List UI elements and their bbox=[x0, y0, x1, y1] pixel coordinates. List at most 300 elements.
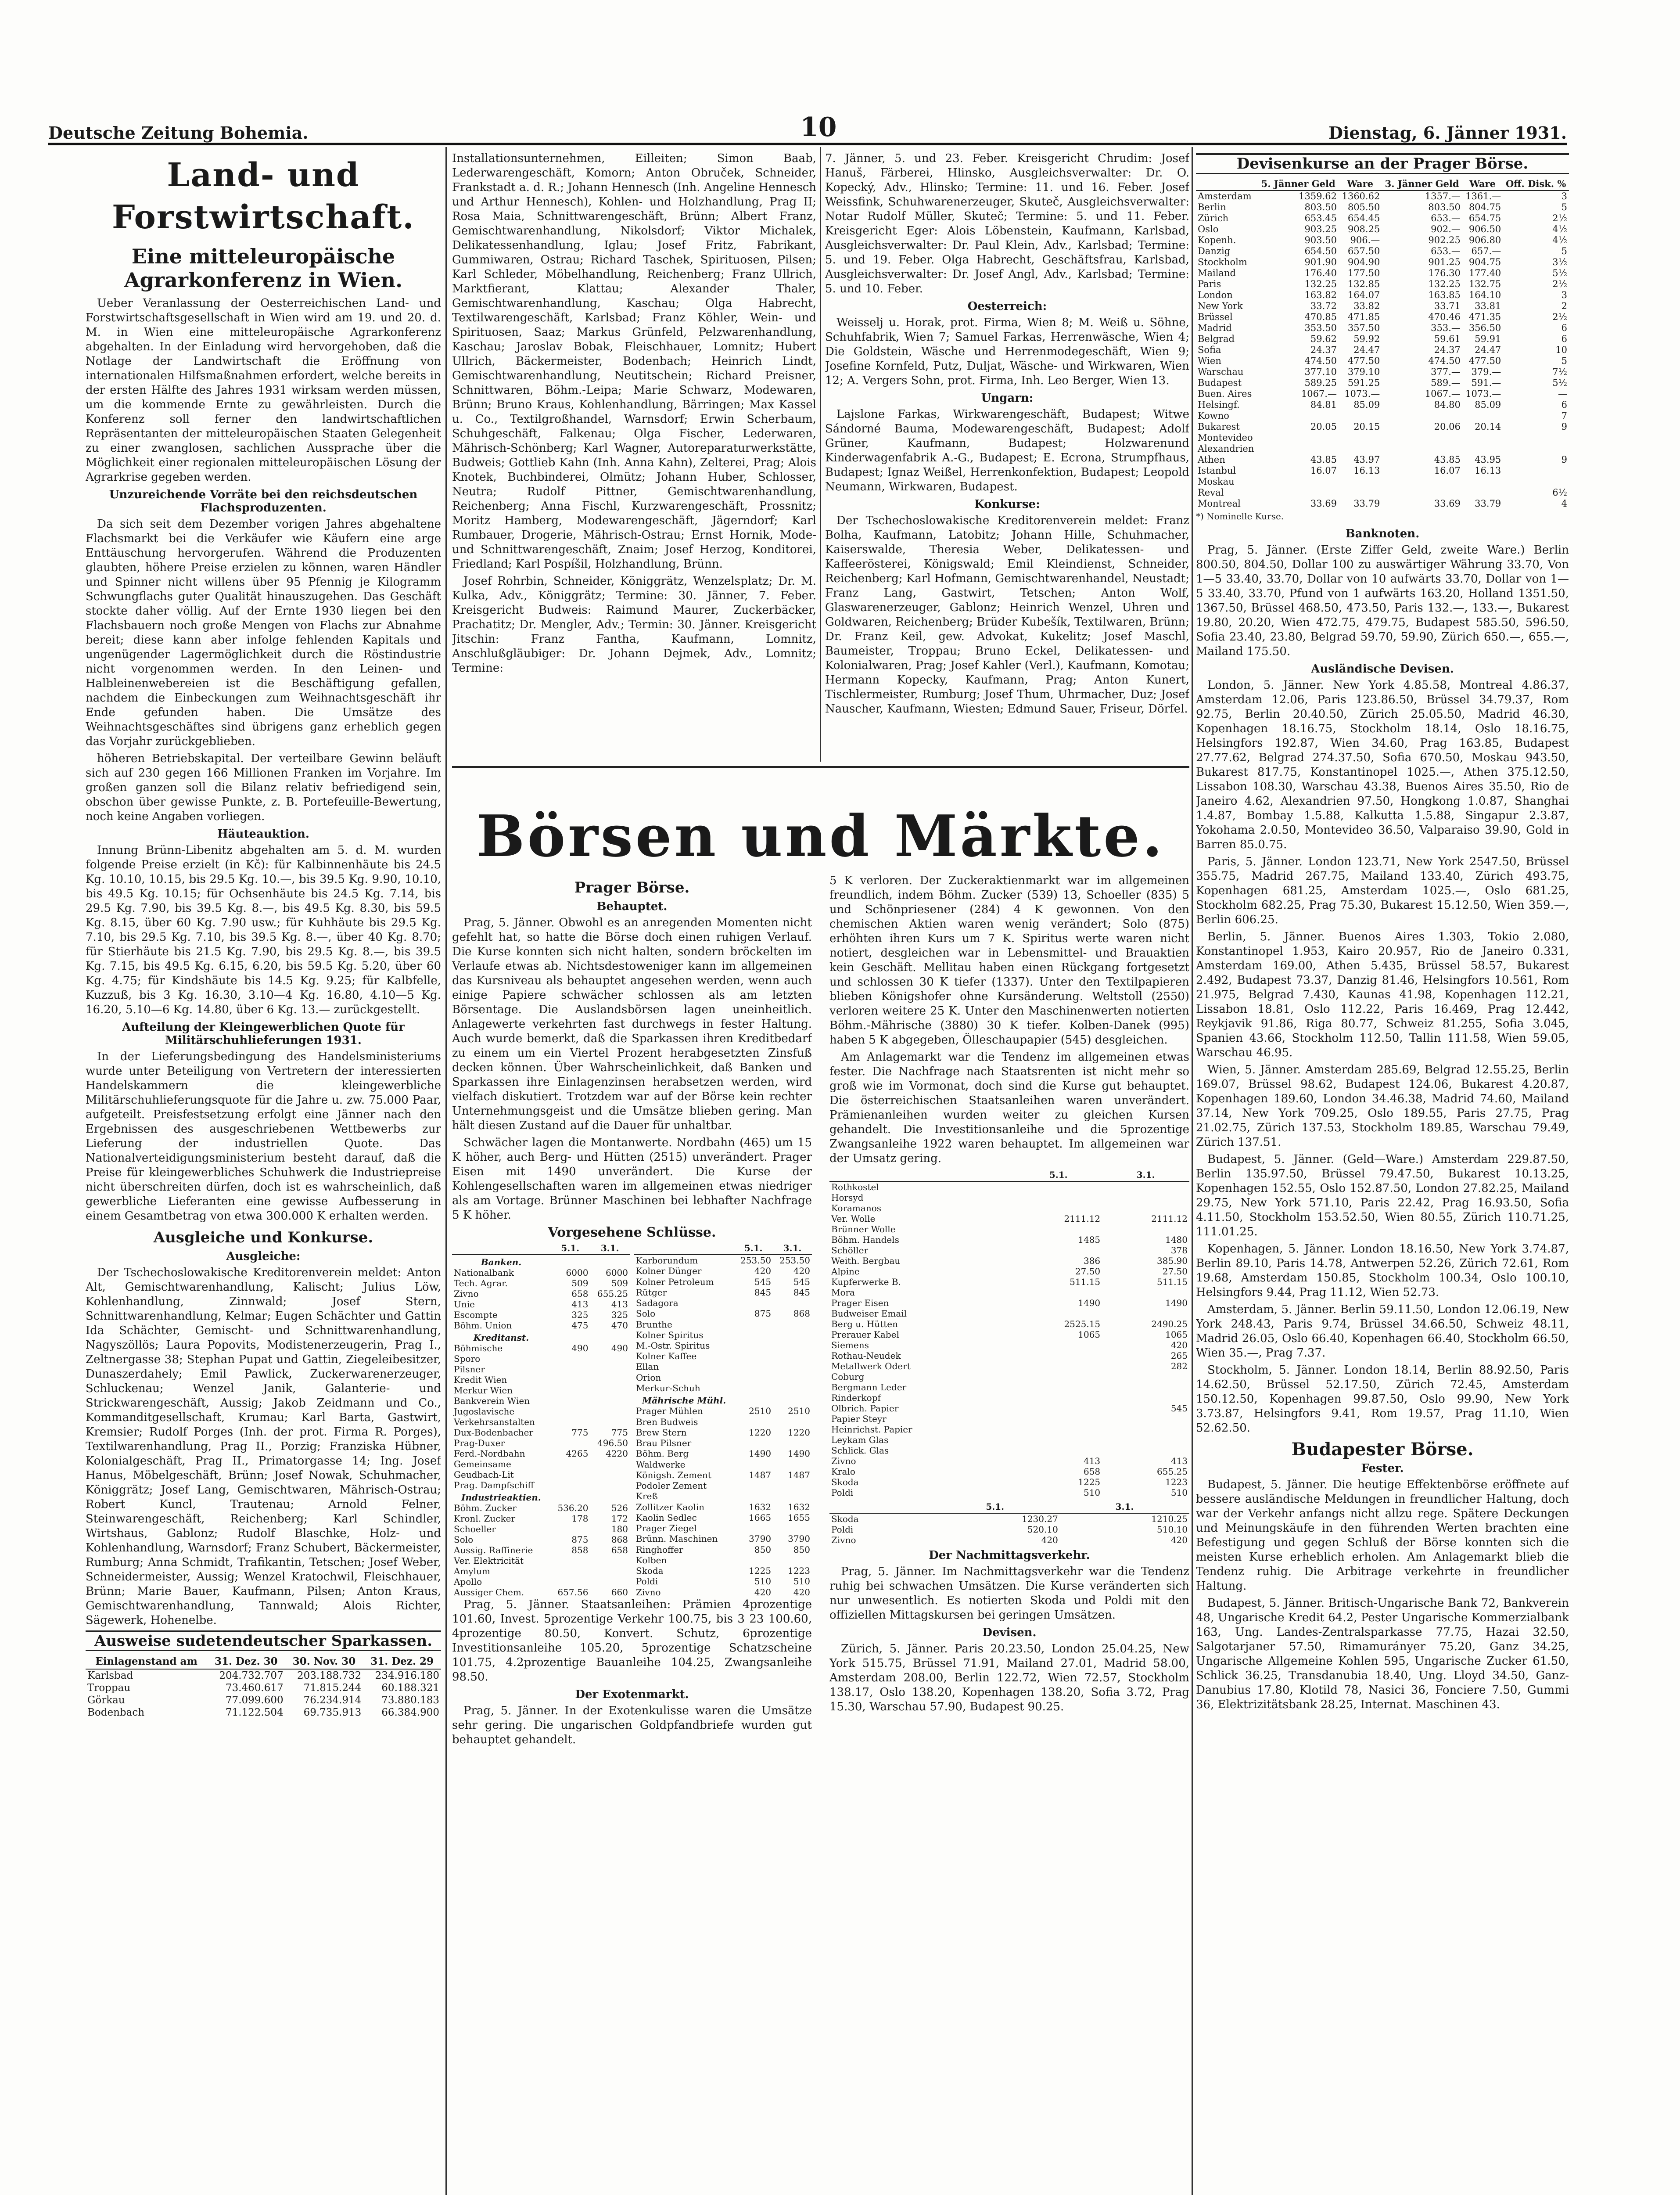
table-row bbox=[1196, 290, 1569, 301]
table-row bbox=[1196, 378, 1569, 389]
table-row bbox=[1196, 454, 1569, 465]
table-cell: Prerauer Kabel bbox=[831, 1329, 899, 1340]
article-paragraph: Weisselj u. Horak, prot. Firma, Wien 8; M. Weiß u. Söhne, Schuhfabrik, Wien 7; Samuel Farkas, Herrenwäsche, Wien 4; Die Goldstein, Wäsche und Herrenmodegeschäft, Wien 9; Josefine Kornfeld, Putz, Duljat, Wäsche- und Wirkwaren, Wien 12; A. Vergers Sohn, prot. Firma, Inh. Leo Berger, Wien 13. bbox=[825, 316, 1189, 387]
table-row bbox=[634, 1587, 812, 1598]
table-cell: 510 bbox=[754, 1576, 772, 1587]
table-cell: 27.50 bbox=[1075, 1266, 1101, 1277]
table-cell: 474.50 bbox=[1428, 356, 1461, 366]
table-row bbox=[1196, 279, 1569, 290]
table-cell: Danzig bbox=[1198, 246, 1231, 256]
table-cell: Verkehrsanstalten bbox=[454, 1417, 535, 1427]
table-cell bbox=[773, 1459, 812, 1470]
table-cell bbox=[550, 1459, 590, 1469]
table-row bbox=[829, 1456, 1189, 1466]
table-cell: Moskau bbox=[1198, 476, 1235, 487]
table-cell: Ellan bbox=[636, 1361, 659, 1372]
table-cell: 868 bbox=[611, 1534, 628, 1545]
table-cell: Schöller bbox=[831, 1245, 869, 1256]
table-row bbox=[829, 1445, 1189, 1456]
table-cell: Bukarest bbox=[1198, 421, 1240, 432]
table-cell: 875 bbox=[754, 1308, 772, 1319]
table-cell bbox=[1015, 1340, 1102, 1350]
table-cell: 84.81 bbox=[1310, 399, 1337, 410]
article-paragraph: Installationsunternehmen, Eilleiten; Simon Baab, Lederwarengeschäft, Komorn; Anton Obruček, Schneider, Frankstadt a. d. R.; Johann Hennesch (Inh. Angeline Hennesch und Arthur Hennesch), Kohlen- und Holzhandlung, Prag II; Rosa Maia, Schnittwarengeschäft, Brünn; Albert Franz, Gemischtwarenhandlung, Nikolsdorf; Viktor Michalek, Delikatessenhandlung, Iglau; Josef Fritz, Fabrikant, Gummiwaren, Ostrau; Richard Taschek, Spirituosen, Pilsen; Karl Schleder, Möbelhandlung, Reichenberg; Franz Ullrich, Marktfierant, Klattau; Alexander Thaler, Gemischtwarenhandlung, Kaschau; Olga Habrecht, Textilwarengeschäft, Karlsbad; Franz Köhler, Wein- und Spirituosen, Saaz; Markus Grünfeld, Pelzwarenhandlung, Kaschau; Jaroslav Bobak, Fleischhauer, Lomnitz; Hubert Ullrich, Bäckermeister, Bodenbach; Heinrich Lindt, Gemischtwarenhandlung, Neutitschein; Richard Preisner, Schnittwaren, Böhm.-Leipa; Marie Schwarz, Modewaren, Brünn; Bruno Kraus, Kohlenhandlung, Bärringen; Max Kassel u. Co., Textilgroßhandel, Warnsdorf; Erwin Scherbaum, Schuhgeschäft, Falkenau; Olga Fischer, Lederwaren, Mährisch-Schönberg; Karl Wagner, Autoreparaturwerkstätte, Budweis; Gottlieb Kahn (Inh. Anna Kahn), Zelterei, Prag; Alois Knotek, Buchbinderei, Olmütz; Johann Huber, Schlosser, Neutra; Rudolf Pittner, Gemischtwarenhandlung, Reichenberg; Anna Fischl, Kurzwarengeschäft, Prossnitz; Moritz Hamberg, Modewarengeschäft, Jägerndorf; Karl Rumbauer, Drogerie, Mährisch-Ostrau; Ernst Hornik, Mode- und Schnittwarengeschäft, Znaim; Josef Herzog, Konditorei, Friedland; Karl Pospíšil, Holzhandlung, Brünn. bbox=[452, 152, 816, 571]
table-cell: 33.72 bbox=[1310, 301, 1337, 311]
table-cell bbox=[550, 1469, 590, 1480]
column-insolvencies-b bbox=[825, 151, 1189, 762]
table-cell bbox=[1102, 1308, 1189, 1319]
table-cell: 660 bbox=[611, 1587, 628, 1598]
table-row bbox=[452, 1320, 630, 1331]
article-paragraph: 5 K verloren. Der Zuckeraktienmarkt war im allgemeinen freundlich, indem Böhm. Zucker (539) 13, Schoeller (835) 5 und Schönpriesener (284) 4 K gewonnen. Von den chemischen Aktien waren wenig verändert; Solo (875) erhöhten ihren Kurs um 7 K. Spiritus werte waren nicht notiert, desgleichen war in Lebensmittel- und Brauaktien kein Geschäft. Mellitau haben einen Rückgang fortgesetzt und schlossen 30 K tiefer (1337). Unter den Textilpapieren blieben Königshofer ohne Kursänderung. Weltstoll (2550) verloren weitere 25 K. Unter den Maschinenwerten notierten Böhm.-Mährische (3880) 30 K tiefer. Kolben-Danek (995) haben 5 K abgegeben, Ölleschaupapier (545) desgleichen. bbox=[829, 874, 1189, 1047]
table-row bbox=[829, 1403, 1189, 1414]
table-row bbox=[829, 1414, 1189, 1424]
table-header: 3.1. bbox=[590, 1242, 630, 1255]
table-row bbox=[452, 1555, 630, 1566]
table-cell: 1067.— bbox=[1301, 389, 1337, 399]
table-row bbox=[634, 1361, 812, 1372]
table-cell: 420 bbox=[754, 1266, 772, 1277]
table-header: Off. Disk. % bbox=[1503, 177, 1569, 191]
table-row bbox=[829, 1466, 1189, 1477]
table-cell: Rothau-Neudek bbox=[831, 1350, 901, 1361]
table-cell bbox=[1503, 476, 1569, 487]
table-row bbox=[452, 1396, 630, 1406]
table-row bbox=[1196, 389, 1569, 399]
market-column-right bbox=[829, 874, 1189, 2195]
table-cell: Bankverein Wien bbox=[454, 1396, 530, 1406]
table-cell bbox=[1015, 1287, 1102, 1298]
table-row bbox=[634, 1255, 812, 1266]
article-headline: Budapester Börse. bbox=[1291, 1439, 1474, 1460]
table-cell: Kronl. Zucker bbox=[454, 1513, 516, 1524]
table-cell: 413 bbox=[571, 1299, 589, 1310]
article-paragraph: Paris, 5. Jänner. London 123.71, New York 2547.50, Brüssel 355.75, Madrid 267.75, Mailand 133.40, Zürich 493.75, Kopenhagen 681.25, Amsterdam 1025.—, Oslo 681.25, Stockholm 682.25, Prag 75.30, Bukarest 15.12.50, Wien 359.—, Berlin 606.25. bbox=[1196, 855, 1569, 926]
table-header: 3.1. bbox=[1102, 1169, 1189, 1181]
table-row bbox=[452, 1524, 630, 1534]
table-cell: 509 bbox=[571, 1278, 589, 1288]
table-cell: Zivno bbox=[636, 1587, 661, 1598]
table-row bbox=[1196, 312, 1569, 323]
table-row bbox=[86, 1682, 441, 1694]
table-cell: Industrieaktien. bbox=[461, 1492, 541, 1503]
stock-table-a bbox=[452, 1242, 630, 1598]
table-cell: 265 bbox=[1170, 1350, 1188, 1361]
table-cell: 6000 bbox=[566, 1267, 589, 1278]
table-cell bbox=[550, 1396, 590, 1406]
table-cell: 2½ bbox=[1552, 213, 1567, 223]
table-cell: — bbox=[1558, 389, 1567, 399]
table-cell: 545 bbox=[1170, 1403, 1188, 1414]
table-row bbox=[452, 1310, 630, 1320]
table-cell: 654.75 bbox=[1468, 213, 1501, 223]
table-cell: 386 bbox=[1083, 1256, 1101, 1266]
table-cell: Belgrad bbox=[1198, 334, 1235, 344]
table-cell: 16.13 bbox=[1353, 465, 1380, 476]
table-cell: 6 bbox=[1561, 334, 1567, 344]
table-cell: 902.— bbox=[1431, 224, 1461, 234]
table-cell: Kolben bbox=[636, 1554, 667, 1565]
article-paragraph: Ueber Veranlassung der Oesterreichischen Land- und Forstwirtschaftsgesellschaft in Wien wird am 19. und 20. d. M. in Wien eine mitteleuropäische Agrarkonferenz abgehalten. In der Einladung wird hervorgehoben, daß die Notlage der Landwirtschaft die Eröffnung von internationalen Hilfsmaßnahmen erfordert, welche bereits in der ersten Hälfte des Jahres 1931 wirksam werden müssen, um die kommende Ernte zu gewährleisten. Durch die Konferenz soll ferner den landwirtschaftlichen Repräsentanten der mitteleuropäischen Staaten Gelegenheit zu einer zwanglosen, sachlichen Aussprache über die Möglichkeit einer regionalen mitteleuropäischen Lösung der Agrarkrise gegeben werden. bbox=[86, 297, 441, 484]
article-paragraph: 7. Jänner, 5. und 23. Feber. Kreisgericht Chrudim: Josef Hanuš, Färberei, Hlinsko, Ausgleichsverwalter: Dr. O. Kopecký, Adv., Hlinsko; Termine: 11. und 16. Feber. Josef Weissfink, Schuhwarenerzeuger, Skuteč, Ausgleichsverwalter: Notar Rudolf Müller, Skuteč; Termine: 5. und 11. Feber. Kreisgericht Eger: Alois Löbenstein, Kaufmann, Karlsbad, Ausgleichsverwalter: Dr. Paul Klein, Adv., Karlsbad; Termine: 5. und 19. Feber. Olga Habrecht, Geschäftsfrau, Karlsbad, Ausgleichsverwalter: Dr. Josef Angl, Adv., Karlsbad; Termine: 5. und 10. Feber. bbox=[825, 152, 1189, 295]
table-cell bbox=[1102, 1224, 1189, 1234]
table-row bbox=[452, 1267, 630, 1278]
table-cell: Zürich bbox=[1198, 213, 1229, 223]
table-cell: 43.97 bbox=[1353, 454, 1380, 465]
table-row bbox=[829, 1224, 1189, 1234]
table-cell bbox=[1258, 443, 1339, 454]
article-paragraph: Kopenhagen, 5. Jänner. London 18.16.50, New York 3.74.87, Berlin 89.10, Paris 14.78, Antwerpen 52.26, Zürich 72.61, Rom 19.68, Amsterdam 150.85, Stockholm 100.34, Oslo 100.10, Helsingfors 9.44, Prag 11.12, Wien 52.73. bbox=[1196, 1242, 1569, 1299]
table-cell: M.-Ostr. Spiritus bbox=[636, 1340, 710, 1351]
table-cell: Bodenbach bbox=[87, 1707, 145, 1718]
table-cell: 845 bbox=[793, 1287, 810, 1298]
table-cell bbox=[590, 1353, 630, 1364]
table-row bbox=[634, 1523, 812, 1533]
table-cell: 1485 bbox=[1078, 1234, 1101, 1245]
table-row bbox=[452, 1353, 630, 1364]
table-header: 5. Jänner Geld bbox=[1258, 177, 1339, 191]
table-cell: 420 bbox=[754, 1587, 772, 1598]
subheading: Der Nachmittagsverkehr. bbox=[929, 1549, 1090, 1562]
table-row bbox=[452, 1343, 630, 1353]
table-cell: Alexandrien bbox=[1198, 443, 1254, 454]
table-cell bbox=[550, 1524, 590, 1534]
table-cell bbox=[773, 1480, 812, 1491]
table-cell: Ver. Elektricität bbox=[454, 1555, 524, 1566]
table-cell: Berlin bbox=[1198, 202, 1226, 212]
savings-bank-table bbox=[86, 1655, 441, 1719]
table-cell: 357.50 bbox=[1347, 323, 1380, 333]
table-row bbox=[452, 1375, 630, 1385]
table-cell: 176.30 bbox=[1428, 268, 1461, 278]
table-row bbox=[452, 1448, 630, 1459]
table-cell: 420 bbox=[1041, 1535, 1058, 1545]
article-paragraph: Berlin, 5. Jänner. Buenos Aires 1.303, Tokio 2.080, Konstantinopel 1.953, Kairo 20.957, Rio de Janeiro 0.331, Amsterdam 169.00, Athen 5.435, Brüssel 58.57, Bukarest 2.492, Budapest 73.37, Danzig 81.46, Helsingfors 10.561, Rom 21.975, Belgrad 7.430, Kaunas 41.98, Kopenhagen 112.21, Lissabon 18.81, Oslo 112.22, Paris 16.469, Prag 12.442, Reykjavik 91.86, Riga 80.77, Schweiz 81.255, Sofia 3.045, Spanien 43.66, Stockholm 112.50, Tallin 111.58, Wien 59.05, Warschau 46.95. bbox=[1196, 930, 1569, 1059]
table-cell: 4220 bbox=[606, 1448, 628, 1459]
table-cell: 1065 bbox=[1165, 1329, 1188, 1340]
table-cell: 33.79 bbox=[1475, 498, 1501, 509]
table-cell: 5 bbox=[1561, 202, 1567, 212]
table-row bbox=[829, 1256, 1189, 1266]
table-header: 3.1. bbox=[773, 1242, 812, 1255]
table-cell: 1480 bbox=[1165, 1234, 1188, 1245]
table-cell bbox=[1382, 476, 1462, 487]
table-cell: 76.234.914 bbox=[303, 1695, 362, 1706]
table-cell: 33.71 bbox=[1434, 301, 1461, 311]
table-cell: 6000 bbox=[606, 1267, 628, 1278]
table-cell: 33.69 bbox=[1434, 498, 1461, 509]
table-row bbox=[829, 1513, 1189, 1524]
table-cell: 1487 bbox=[749, 1469, 772, 1480]
table-cell: Poldi bbox=[636, 1576, 658, 1587]
table-row bbox=[1196, 334, 1569, 345]
table-cell: 4 bbox=[1561, 498, 1567, 509]
table-cell: Weith. Bergbau bbox=[831, 1256, 901, 1266]
table-cell: 24.47 bbox=[1475, 345, 1501, 355]
table-cell: 379.10 bbox=[1347, 367, 1380, 377]
table-cell bbox=[734, 1523, 773, 1533]
table-header: 3. Jänner Geld bbox=[1382, 177, 1462, 191]
table-cell: 655.25 bbox=[1157, 1466, 1188, 1477]
table-cell: 906.50 bbox=[1468, 224, 1501, 234]
table-cell: 1220 bbox=[788, 1427, 810, 1438]
table-cell: 1490 bbox=[788, 1448, 810, 1459]
table-cell bbox=[1339, 487, 1382, 498]
table-row bbox=[634, 1308, 812, 1319]
table-cell: Brew Stern bbox=[636, 1427, 687, 1438]
article-paragraph: Stockholm, 5. Jänner. London 18.14, Berlin 88.92.50, Paris 14.62.50, Brüssel 52.17.50, Zürich 72.45, Amsterdam 150.12.50, Kopenhagen 99.87.50, Oslo 99.90, New York 3.73.87, Helsingfors 9.41, Rom 19.57, Prag 11.10, Wien 52.62.50. bbox=[1196, 1364, 1569, 1435]
table-row bbox=[634, 1501, 812, 1512]
table-cell bbox=[1015, 1435, 1102, 1445]
article-paragraph: Budapest, 5. Jänner. (Geld—Ware.) Amsterdam 229.87.50, Berlin 135.97.50, Brüssel 79.47.50, Bukarest 10.13.25, Kopenhagen 152.55, Oslo 152.87.50, London 27.82.25, Mailand 29.75, New York 571.10, Paris 22.42, Prag 16.93.50, Sofia 4.11.50, Stockholm 153.52.50, Wien 80.55, Zürich 110.71.25, 111.01.25. bbox=[1196, 1153, 1569, 1238]
article-paragraph: Wien, 5. Jänner. Amsterdam 285.69, Belgrad 12.55.25, Berlin 169.07, Brüssel 98.62, Budapest 124.06, Bukarest 4.20.87, Kopenhagen 189.60, London 34.46.38, Madrid 74.60, Mailand 37.14, New York 709.25, Oslo 189.55, Paris 27.75, Prag 21.02.75, Zürich 137.53, Stockholm 189.85, Warschau 79.49, Zürich 137.51. bbox=[1196, 1063, 1569, 1149]
table-cell: Poldi bbox=[831, 1487, 854, 1498]
table-row bbox=[1196, 246, 1569, 257]
table-cell bbox=[1102, 1382, 1189, 1393]
table-row bbox=[1196, 410, 1569, 421]
table-cell bbox=[1102, 1371, 1189, 1382]
table-cell: 325 bbox=[571, 1310, 589, 1320]
table-cell: 9 bbox=[1561, 454, 1567, 465]
table-cell: 654.45 bbox=[1347, 213, 1380, 223]
table-row bbox=[634, 1372, 812, 1383]
table-cell bbox=[1258, 487, 1339, 498]
table-row bbox=[829, 1319, 1189, 1329]
table-cell bbox=[590, 1490, 630, 1503]
table-row bbox=[1196, 213, 1569, 224]
table-cell: Kowno bbox=[1198, 410, 1229, 421]
table-cell: Heinrichst. Papier bbox=[831, 1424, 912, 1435]
stock-table-b bbox=[634, 1242, 812, 1598]
table-cell bbox=[550, 1331, 590, 1343]
table-header bbox=[1196, 177, 1258, 191]
section-rule bbox=[452, 766, 1189, 768]
table-cell: 77.099.600 bbox=[225, 1695, 284, 1706]
table-cell: Gemeinsame bbox=[454, 1459, 511, 1469]
table-row bbox=[452, 1288, 630, 1299]
table-cell: 176.40 bbox=[1304, 268, 1337, 278]
table-cell: 474.50 bbox=[1304, 356, 1337, 366]
table-cell bbox=[1102, 1192, 1189, 1203]
table-row bbox=[634, 1448, 812, 1459]
article-paragraph: In der Lieferungsbedingung des Handelsministeriums wurde unter Beteiligung von Vertretern der interessierten Handelskammern die kleingewerbliche Militärschuhlieferungsquote für die Jahre u. zw. 75.000 Paar, aufgeteilt. Preisfestsetzung erfolgt eine Jänner nach den Ergebnissen des ausgeschriebenen Wettbewerbs zur Lieferung der industriellen Quote. Das Nationalverteidigungsministerium besteht darauf, daß die Preise für kleingewerbliches Schuhwerk die Industriepreise nicht überschreiten dürfen, doch ist es wahrscheinlich, daß gewerbliche Lieferanten eine gewisse Aufbesserung in einem Gesamtbetrag von etwa 300.000 K erhalten werden. bbox=[86, 1050, 441, 1223]
column-exchange-rates bbox=[1196, 151, 1569, 2171]
subheading: Oesterreich: bbox=[967, 300, 1047, 313]
table-row bbox=[634, 1491, 812, 1501]
table-cell bbox=[1503, 432, 1569, 443]
subheading: Vorgesehene Schlüsse. bbox=[548, 1225, 716, 1240]
article-paragraph: Lajslone Farkas, Wirkwarengeschäft, Budapest; Witwe Sándorné Bauma, Modewarengeschäft, Budapest; Adolf Grüner, Kaufmann, Budapest; Holzwarenund Kinderwagenfabrik A.-G., Budapest; E. Ecrona, Strumpfhaus, Budapest; Ignaz Weißel, Herrenkonfektion, Budapest; Leopold Neumann, Wirkwaren, Budapest. bbox=[825, 408, 1189, 493]
table-cell: 1223 bbox=[1165, 1477, 1188, 1487]
article-paragraph: London, 5. Jänner. New York 4.85.58, Montreal 4.86.37, Amsterdam 12.06, Paris 123.86.50, Brüssel 34.79.37, Rom 92.75, Berlin 20.40.50, Zürich 25.05.50, Madrid 46.30, Kopenhagen 18.16.75, Stockholm 18.14, Oslo 18.16.75, Helsingfors 192.87, Wien 34.60, Prag 163.85, Budapest 27.77.62, Belgrad 274.37.50, Sofia 670.50, Moskau 943.50, Bukarest 817.75, Konstantinopel 1025.—, Athen 375.12.50, Lissabon 108.30, Warschau 43.38, Buenos Aires 35.50, Rio de Janeiro 4.62, Alexandrien 97.50, Hongkong 1.0.87, Shanghai 1.4.87, Bombay 1.5.88, Kalkutta 1.5.88, Singapur 2.3.87, Yokohama 2.0.50, Montevideo 36.50, Valparaiso 39.90, Gold in Barren 85.0.75. bbox=[1196, 679, 1569, 851]
table-row bbox=[452, 1503, 630, 1513]
table-row bbox=[1196, 323, 1569, 334]
table-cell: 470 bbox=[611, 1320, 628, 1331]
table-cell: 510 bbox=[793, 1576, 810, 1587]
table-cell bbox=[773, 1330, 812, 1340]
table-row bbox=[1196, 356, 1569, 367]
section-title: Land- und Forstwirtschaft. bbox=[112, 156, 415, 236]
table-cell: 591.25 bbox=[1347, 378, 1380, 388]
article-paragraph: Der Tschechoslowakische Kreditorenverein meldet: Anton Alt, Gemischtwarenhandlung, Kalischt; Julius Löw, Kohlenhandlung, Zinnwald; Josef Stern, Schnittwarenhandlung, Kelmar; Eugen Schächter und Gattin Ida Schächter, Gemischt- und Schnittwarenhandlung, Nagyszöllös; Laura Popovits, Modistenerzeugerin, Prag I., Zeltnergasse 38; Stephan Pupat und Gattin, Ziegeleibesitzer, Dunaszerdahely; Emil Pawlick, Zuckerwarenerzeuger, Schluckenau; Wenzel Janik, Galanterie- und Strickwarengeschäft, Aussig; Jakob Zeidmann und Co., Kommanditgesellschaft, Krumau; Karl Barta, Gastwirt, Kremsier; Rudolf Porges (Inh. der prot. Firma R. Porges), Textilwarenhandlung, Prag II., Porzig; Franziska Hübner, Kolonialgeschäft, Prag II., Primatorgasse 14; Ing. Josef Hanus, Möbelgeschäft, Brünn; Josef Nowak, Schuhmacher, Königgrätz; Josef Lang, Gemischtwaren, Mährisch-Ostrau; Robert Kuncl, Trautenau; Arnold Felner, Steinwarengeschäft, Reichenberg; Karl Schindler, Wirtshaus, Gablonz; Rudolf Blaschke, Holz- und Kohlenhandlung, Warnsdorf; Franz Schubert, Bäckermeister, Rumburg; Anna Schmidt, Trafikantin, Tetschen; Josef Weber, Schneidermeister, Aussig; Wenzel Kratochwil, Fleischhauer, Brünn; Marie Bauer, Kaufmann, Pilsen; Anton Kraus, Gemischtwarenhandlung, Tannwald; Alois Richter, Sägewerk, Hohenelbe. bbox=[86, 1266, 441, 1627]
table-row bbox=[452, 1534, 630, 1545]
table-cell: Helsingf. bbox=[1198, 399, 1240, 410]
table-cell: 658 bbox=[571, 1288, 589, 1299]
article-paragraph: Innung Brünn-Libenitz abgehalten am 5. d. M. wurden folgende Preise erzielt (in Kč): für Kalbinnenhäute bis 24.5 Kg. 10.10, 10.15, bis 29.5 Kg. 10.—, bis 39.5 Kg. 9.90, 10.10, bis 49.5 Kg. 10.15; für Ochsenhäute bis 24.5 Kg. 7.14, bis 29.5 Kg. 7.90, bis 39.5 Kg. 8.—, bis 49.5 Kg. 8.30, bis 59.5 Kg. 8.15, über 60 Kg. 7.90 usw.; für Kuhhäute bis 29.5 Kg. 7.10, bis 29.5 Kg. 7.10, bis 39.5 Kg. 8.—, über 40 Kg. 8.70; für Stierhäute bis 21.5 Kg. 7.90, bis 29.5 Kg. 8.—, bis 39.5 Kg. 7.15, bis 49.5 Kg. 6.15, 6.20, bis 59.5 Kg. 5.20, über 60 Kg. 4.75; für Kindshäute bis 14.5 Kg. 9.25; für Kalbfelle, Kuzzuß, bis 3 Kg. 16.30, 3.10—4 Kg. 16.80, 4.10—5 Kg. 16.20, 5.10—6 Kg. 14.80, über 6 Kg. 13.— zurückgestellt. bbox=[86, 844, 441, 1016]
table-cell: 496.50 bbox=[597, 1438, 628, 1448]
table-cell: 3 bbox=[1561, 290, 1567, 300]
table-cell bbox=[1382, 487, 1462, 498]
table-cell: 73.460.617 bbox=[225, 1682, 284, 1694]
table-cell: 2 bbox=[1561, 301, 1567, 311]
table-row bbox=[829, 1277, 1189, 1287]
table-cell: 1067.— bbox=[1425, 389, 1461, 399]
table-row bbox=[634, 1417, 812, 1427]
table-row bbox=[1196, 465, 1569, 476]
table-cell: 903.25 bbox=[1304, 224, 1337, 234]
table-cell bbox=[1102, 1414, 1189, 1424]
table-cell: 282 bbox=[1170, 1361, 1188, 1371]
table-header: 5.1. bbox=[930, 1501, 1060, 1513]
table-cell: Coburg bbox=[831, 1371, 865, 1382]
article-paragraph: Budapest, 5. Jänner. Die heutige Effektenbörse eröffnete auf bessere ausländische Meldungen in freundlicher Haltung, doch war der Verkehr anfangs nicht allzu rege. Spätere Deckungen und Meinungskäufe in den führenden Werten brachten eine Befestigung und gegen Schluß der Börse konnten sich die meisten Kurse erheblich erholen. Am Anlagemarkt blieb die Tendenz ruhig. Die Arbitrage verkehrte in freundlicher Haltung. bbox=[1196, 1478, 1569, 1593]
table-cell: Reval bbox=[1198, 487, 1224, 498]
table-cell bbox=[1015, 1403, 1102, 1414]
table-footnote: *) Nominelle Kurse. bbox=[1196, 511, 1284, 522]
subheading: Konkurse: bbox=[974, 498, 1040, 511]
table-cell bbox=[590, 1555, 630, 1566]
table-cell: Budapest bbox=[1198, 378, 1242, 388]
table-cell: 655.25 bbox=[597, 1288, 628, 1299]
table-row bbox=[829, 1382, 1189, 1393]
table-row bbox=[829, 1393, 1189, 1403]
table-cell: Escompte bbox=[454, 1310, 498, 1320]
table-cell: 132.25 bbox=[1428, 279, 1461, 289]
table-cell bbox=[1015, 1192, 1102, 1203]
table-cell: 378 bbox=[1170, 1245, 1188, 1256]
table-cell bbox=[1102, 1445, 1189, 1456]
table-row bbox=[452, 1364, 630, 1375]
table-cell: Bren Budweis bbox=[636, 1416, 698, 1427]
table-cell: 377.— bbox=[1431, 367, 1461, 377]
table-row bbox=[1196, 257, 1569, 268]
table-cell: Bergmann Leder bbox=[831, 1382, 907, 1393]
table-cell bbox=[1503, 443, 1569, 454]
table-cell: Unie bbox=[454, 1299, 475, 1310]
table-cell: 43.85 bbox=[1310, 454, 1337, 465]
column-rule bbox=[1192, 147, 1193, 2195]
table-cell bbox=[550, 1255, 590, 1267]
table-row bbox=[86, 1669, 441, 1682]
table-row bbox=[634, 1351, 812, 1361]
table-cell bbox=[550, 1385, 590, 1396]
table-cell: 903.50 bbox=[1304, 235, 1337, 245]
table-cell: Orion bbox=[636, 1372, 661, 1383]
table-cell bbox=[590, 1364, 630, 1375]
table-cell: Aussiger Chem. bbox=[454, 1587, 524, 1598]
table-cell: 3½ bbox=[1552, 257, 1567, 267]
table-cell: Kaolin Sedlec bbox=[636, 1512, 697, 1523]
table-cell: 73.880.183 bbox=[381, 1695, 439, 1706]
table-cell bbox=[1382, 410, 1462, 421]
table-cell: Prager Mühlen bbox=[636, 1406, 703, 1417]
table-row bbox=[829, 1192, 1189, 1203]
article-headline: Ausweise sudetendeutscher Sparkassen. bbox=[86, 1630, 441, 1651]
table-row bbox=[829, 1329, 1189, 1340]
table-cell: 1073.— bbox=[1344, 389, 1380, 399]
table-cell: 520.10 bbox=[1027, 1524, 1058, 1535]
table-row bbox=[829, 1424, 1189, 1435]
table-cell bbox=[590, 1480, 630, 1490]
table-cell: 59.61 bbox=[1434, 334, 1461, 344]
article-paragraph: Prag, 5. Jänner. Im Nachmittagsverkehr war die Tendenz ruhig bei schwachen Umsätzen. Die Kurse veränderten sich nur unwesentlich. Es notierten Skoda und Poldi mit den offiziellen Mittagskursen bei geringen Umsätzen. bbox=[829, 1565, 1189, 1622]
table-row bbox=[829, 1435, 1189, 1445]
table-cell: Böhm. Berg bbox=[636, 1448, 689, 1459]
table-cell: Königsh. Zement bbox=[636, 1469, 711, 1480]
table-cell bbox=[590, 1406, 630, 1417]
table-header: 30. Nov. 30 bbox=[285, 1655, 363, 1669]
table-cell: Kredit Wien bbox=[454, 1375, 507, 1385]
table-cell: Schoeller bbox=[454, 1524, 496, 1534]
table-row bbox=[1196, 432, 1569, 443]
subheading: Banknoten. bbox=[1345, 527, 1420, 540]
table-cell: 908.25 bbox=[1347, 224, 1380, 234]
table-cell: 85.09 bbox=[1353, 399, 1380, 410]
table-cell: 471.35 bbox=[1468, 312, 1501, 322]
table-cell bbox=[590, 1375, 630, 1385]
table-cell: 1360.62 bbox=[1342, 191, 1380, 202]
table-cell: 589.25 bbox=[1304, 378, 1337, 388]
table-cell: 805.50 bbox=[1347, 202, 1380, 212]
table-cell bbox=[590, 1417, 630, 1427]
table-cell: 653.— bbox=[1431, 213, 1461, 223]
table-cell bbox=[1258, 476, 1339, 487]
table-cell: 413 bbox=[611, 1299, 628, 1310]
table-cell: Budweiser Email bbox=[831, 1308, 907, 1319]
table-row bbox=[452, 1278, 630, 1288]
table-row bbox=[452, 1566, 630, 1576]
table-cell: 803.50 bbox=[1428, 202, 1461, 212]
table-row bbox=[452, 1490, 630, 1503]
table-cell: Warschau bbox=[1198, 367, 1244, 377]
table-cell: Oslo bbox=[1198, 224, 1219, 234]
table-row bbox=[634, 1266, 812, 1276]
table-row bbox=[634, 1330, 812, 1340]
table-cell: 536.20 bbox=[557, 1503, 589, 1513]
table-cell: 2525.15 bbox=[1064, 1319, 1101, 1329]
table-cell: 2510 bbox=[788, 1406, 810, 1417]
table-cell: Ver. Wolle bbox=[831, 1213, 876, 1224]
article-paragraph: Prag, 5. Jänner. Obwohl es an anregenden Momenten nicht gefehlt hat, so hatte die Börse doch einen ruhigen Verlauf. Die Kurse konnten sich nicht halten, sondern bröckelten im Verlaufe etwas ab. Nichtsdestoweniger kann im allgemeinen das Kursniveau als behauptet angesehen werden, wenn auch einige Papiere schwächer schlossen als am letzten Börsentage. Die Auslandsbörsen lagen uneinheitlich. Anlagewerte verkehrten fast durchwegs in fester Haltung. Auch wurde bemerkt, daß die Sparkassen ihren Kreditbedarf zu einem um ein Viertel Prozent herabgesetzten Zinsfuß decken können. Über Wahrscheinlichkeit, daß Banken und Sparkassen ihre Einlagenzinsen herabsetzen werden, wird vielfach diskutiert. Trotzdem war auf der Börse kein rechter Unternehmungsgeist und die Umsätze blieben gering. Man hält diesen Zustand auf die Dauer für unhaltbar. bbox=[452, 916, 812, 1132]
table-cell bbox=[773, 1372, 812, 1383]
table-cell bbox=[1102, 1424, 1189, 1435]
article-headline: Eine mitteleuropäische Agrarkonferenz in Wien. bbox=[124, 245, 403, 292]
table-cell: Brünner Wolle bbox=[831, 1224, 896, 1234]
table-cell bbox=[550, 1576, 590, 1587]
table-cell: Merkur-Schuh bbox=[636, 1382, 700, 1393]
table-cell: Brau Pilsner bbox=[636, 1438, 692, 1449]
table-cell: 59.62 bbox=[1310, 334, 1337, 344]
table-cell: 1490 bbox=[1165, 1298, 1188, 1308]
table-row bbox=[829, 1266, 1189, 1277]
table-cell: 904.90 bbox=[1347, 257, 1380, 267]
table-cell: 1073.— bbox=[1465, 389, 1501, 399]
table-cell: 204.732.707 bbox=[219, 1670, 284, 1681]
article-paragraph: Der Tschechoslowakische Kreditorenverein meldet: Franz Bolha, Kaufmann, Latobitz; Johann Hille, Schuhmacher, Kaiserswalde, Theresia Weber, Delikatessen- und Kaffeerösterei, Königswald; Emil Kleindienst, Schneider, Reichenberg; Karl Hofmann, Gemischtwarenhandel, Neustadt; Franz Lang, Gastwirt, Tetschen; Anton Wolf, Glaswarenerzeuger, Gablonz; Heinrich Wenzel, Uhren und Goldwaren, Reichenberg; Brüder Kubešík, Textilwaren, Brünn; Dr. Franz Keil, gew. Advokat, Kukelitz; Josef Maschl, Baumeister, Troppau; Bruno Eckel, Delikatessen- und Kolonialwaren, Prag; Josef Kahler (Verl.), Kaufmann, Komotau; Hermann Kopecky, Kaufmann, Prag; Anton Kunert, Tischlermeister, Rumburg; Josef Thum, Uhrmacher, Duz; Josef Nauscher, Kaufmann, Wiesten; Edmund Sauer, Friseur, Dörfel. bbox=[825, 514, 1189, 716]
table-cell: New York bbox=[1198, 301, 1243, 311]
exchange-rate-table bbox=[1196, 177, 1569, 509]
table-cell: 132.85 bbox=[1347, 279, 1380, 289]
